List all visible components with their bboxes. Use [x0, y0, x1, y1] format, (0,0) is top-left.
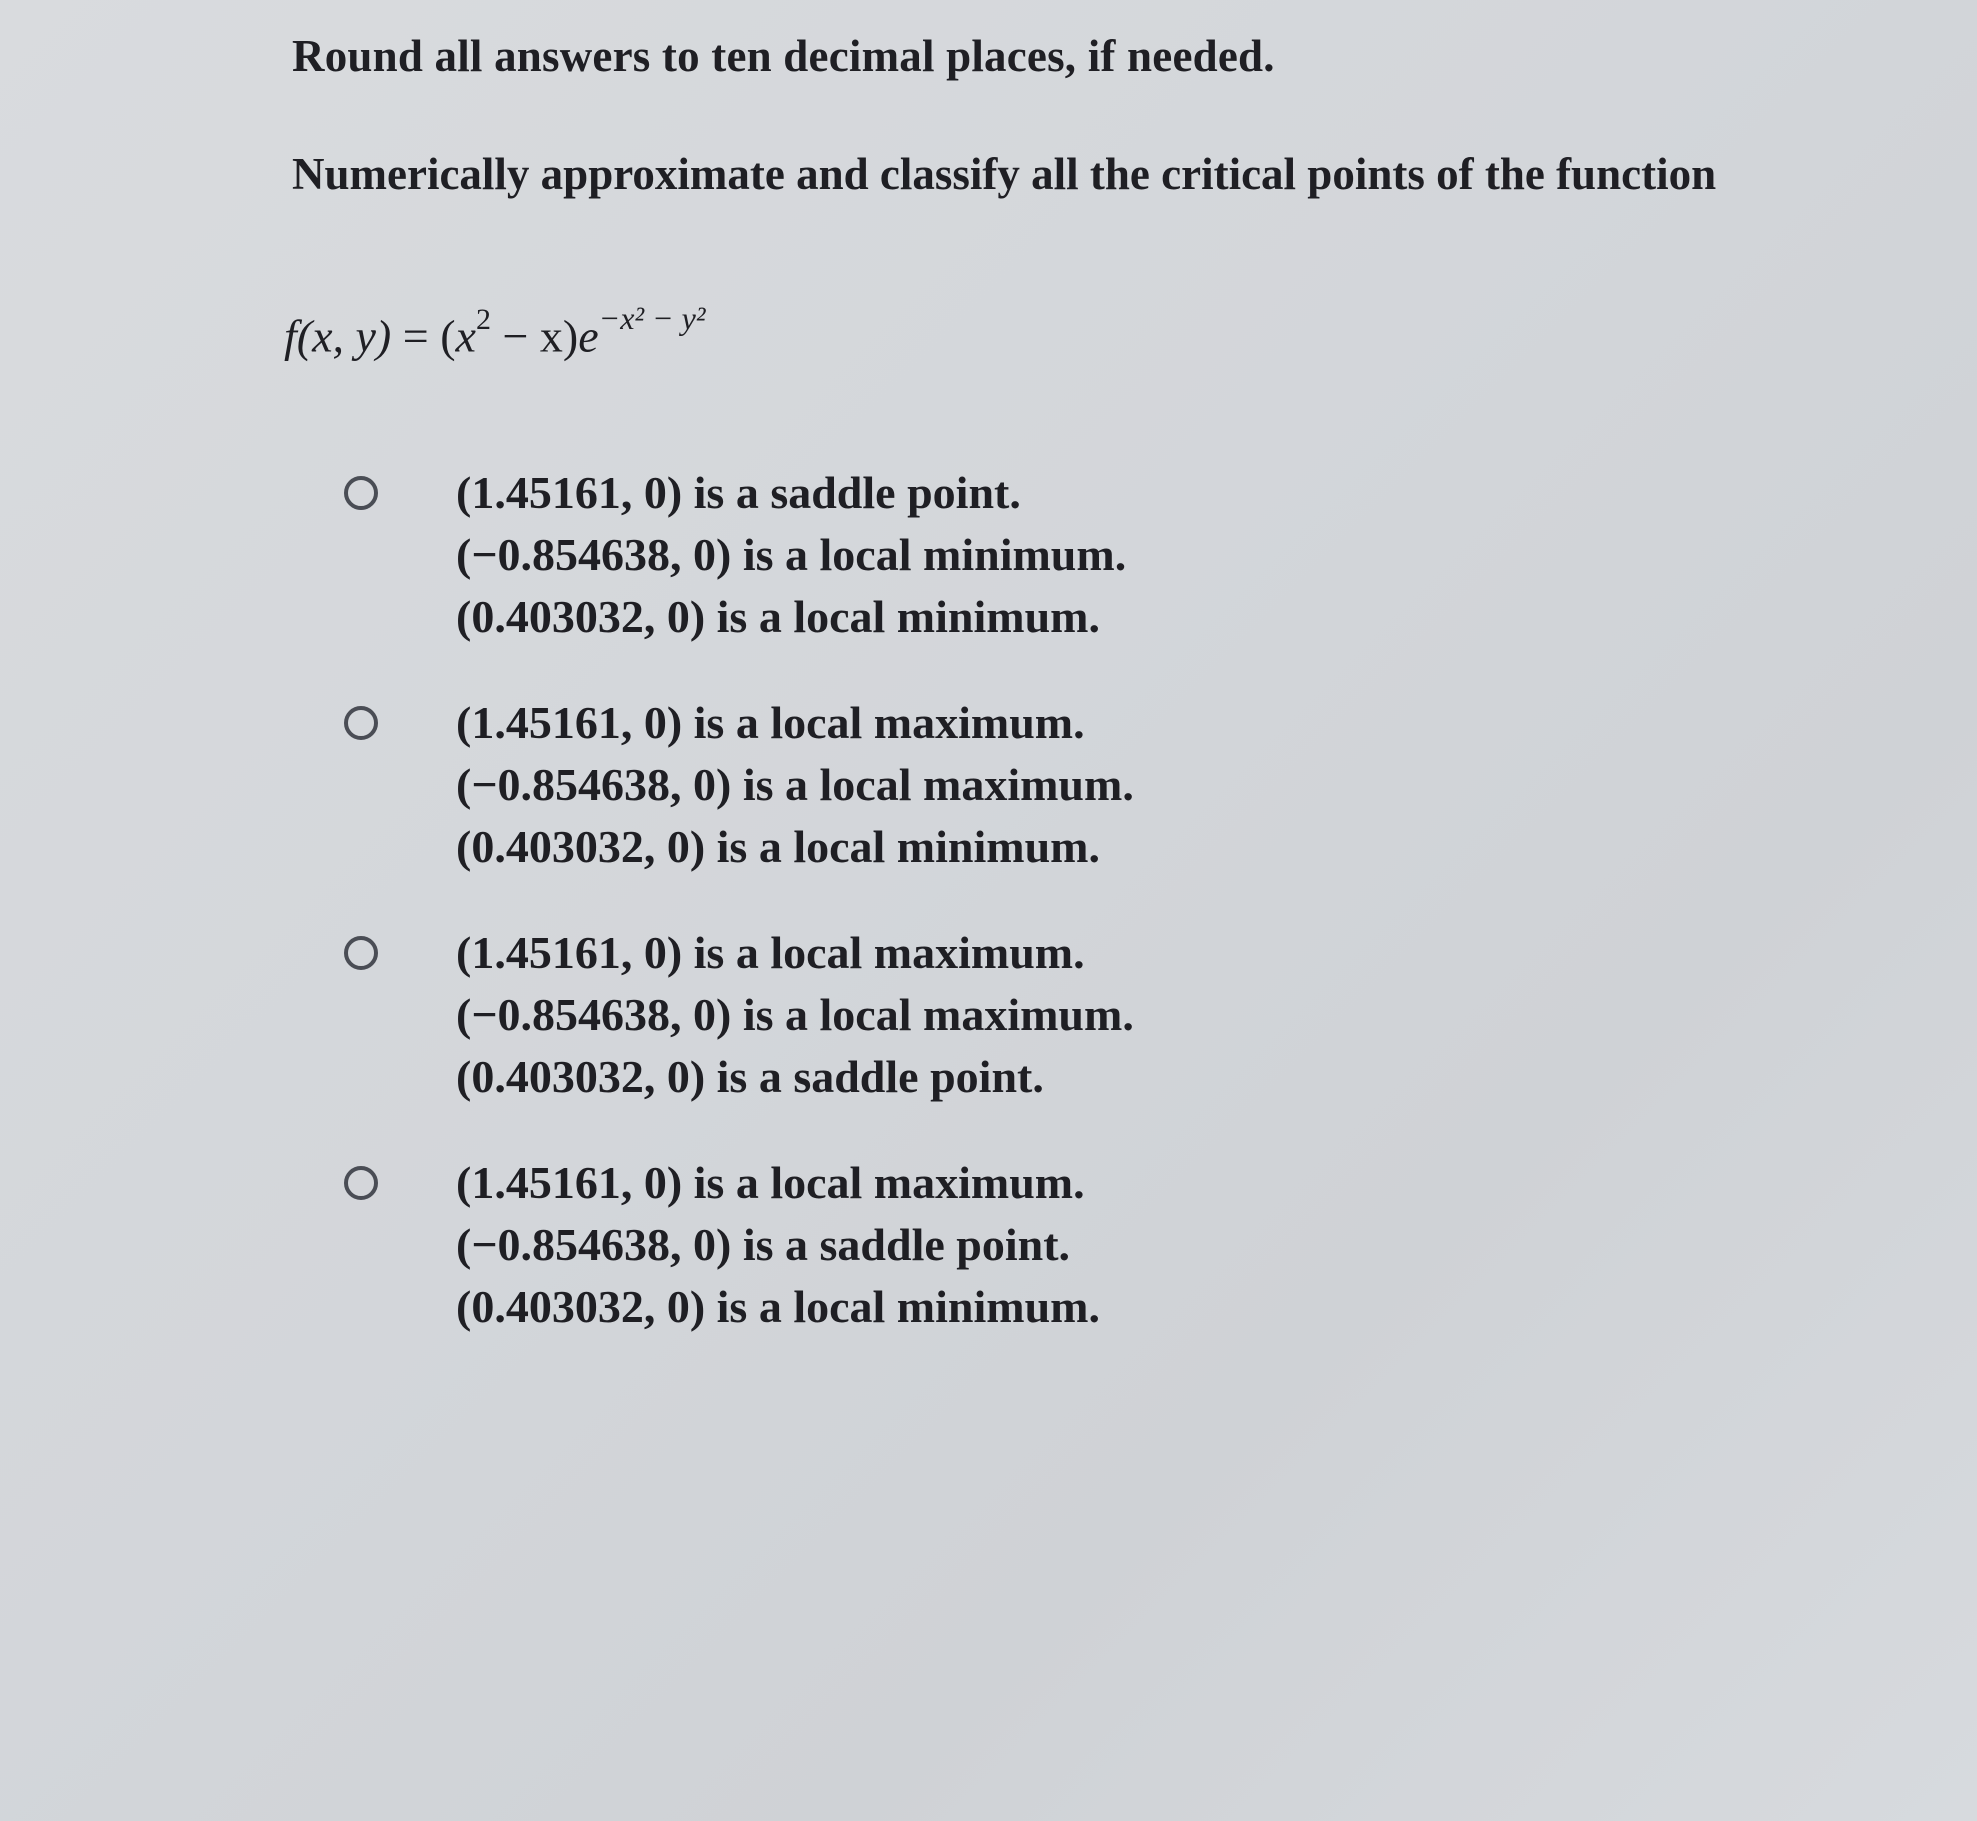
answer-option-1[interactable] [344, 462, 1952, 648]
radio-button-4[interactable] [344, 1166, 378, 1200]
radio-button-2[interactable] [344, 706, 378, 740]
answer-line: (0.403032, 0) is a local minimum. [456, 591, 1100, 643]
formula-exponent: −x² − y² [598, 300, 706, 337]
answer-line: (−0.854638, 0) is a saddle point. [456, 1219, 1071, 1271]
answer-line: (−0.854638, 0) is a local minimum. [456, 529, 1127, 581]
formula-e: e [578, 310, 599, 362]
answer-line: (1.45161, 0) is a local maximum. [456, 697, 1085, 749]
radio-button-1[interactable] [344, 476, 378, 510]
formula-base-var: x [455, 310, 476, 362]
function-formula [284, 296, 1952, 370]
answer-option-2-text [456, 692, 1134, 878]
answer-line: (−0.854638, 0) is a local maximum. [456, 989, 1134, 1041]
answer-option-4-text [456, 1152, 1100, 1338]
answer-options [344, 462, 1952, 1338]
answer-option-3[interactable] [344, 922, 1952, 1108]
answer-line: (0.403032, 0) is a local minimum. [456, 1281, 1100, 1333]
answer-line: (1.45161, 0) is a local maximum. [456, 1157, 1085, 1209]
answer-option-4[interactable] [344, 1152, 1952, 1338]
formula-equals: = ( [391, 310, 456, 362]
formula-lhs: f(x, y) [284, 310, 392, 362]
answer-option-2[interactable] [344, 692, 1952, 878]
answer-option-1-text [456, 462, 1126, 648]
answer-line: (1.45161, 0) is a saddle point. [456, 467, 1021, 519]
answer-line: (1.45161, 0) is a local maximum. [456, 927, 1085, 979]
formula-mid: − x) [490, 310, 579, 362]
formula-base-sup: 2 [475, 303, 491, 336]
answer-line: (0.403032, 0) is a saddle point. [456, 1051, 1044, 1103]
answer-line: (0.403032, 0) is a local minimum. [456, 821, 1100, 873]
radio-button-3[interactable] [344, 936, 378, 970]
answer-line: (−0.854638, 0) is a local maximum. [456, 759, 1134, 811]
answer-option-3-text [456, 922, 1134, 1108]
question-text: Numerically approximate and classify all the critical points of the function [292, 149, 1717, 199]
instruction-text: Round all answers to ten decimal places, if needed. [292, 31, 1275, 81]
question-panel [284, 28, 1952, 1382]
